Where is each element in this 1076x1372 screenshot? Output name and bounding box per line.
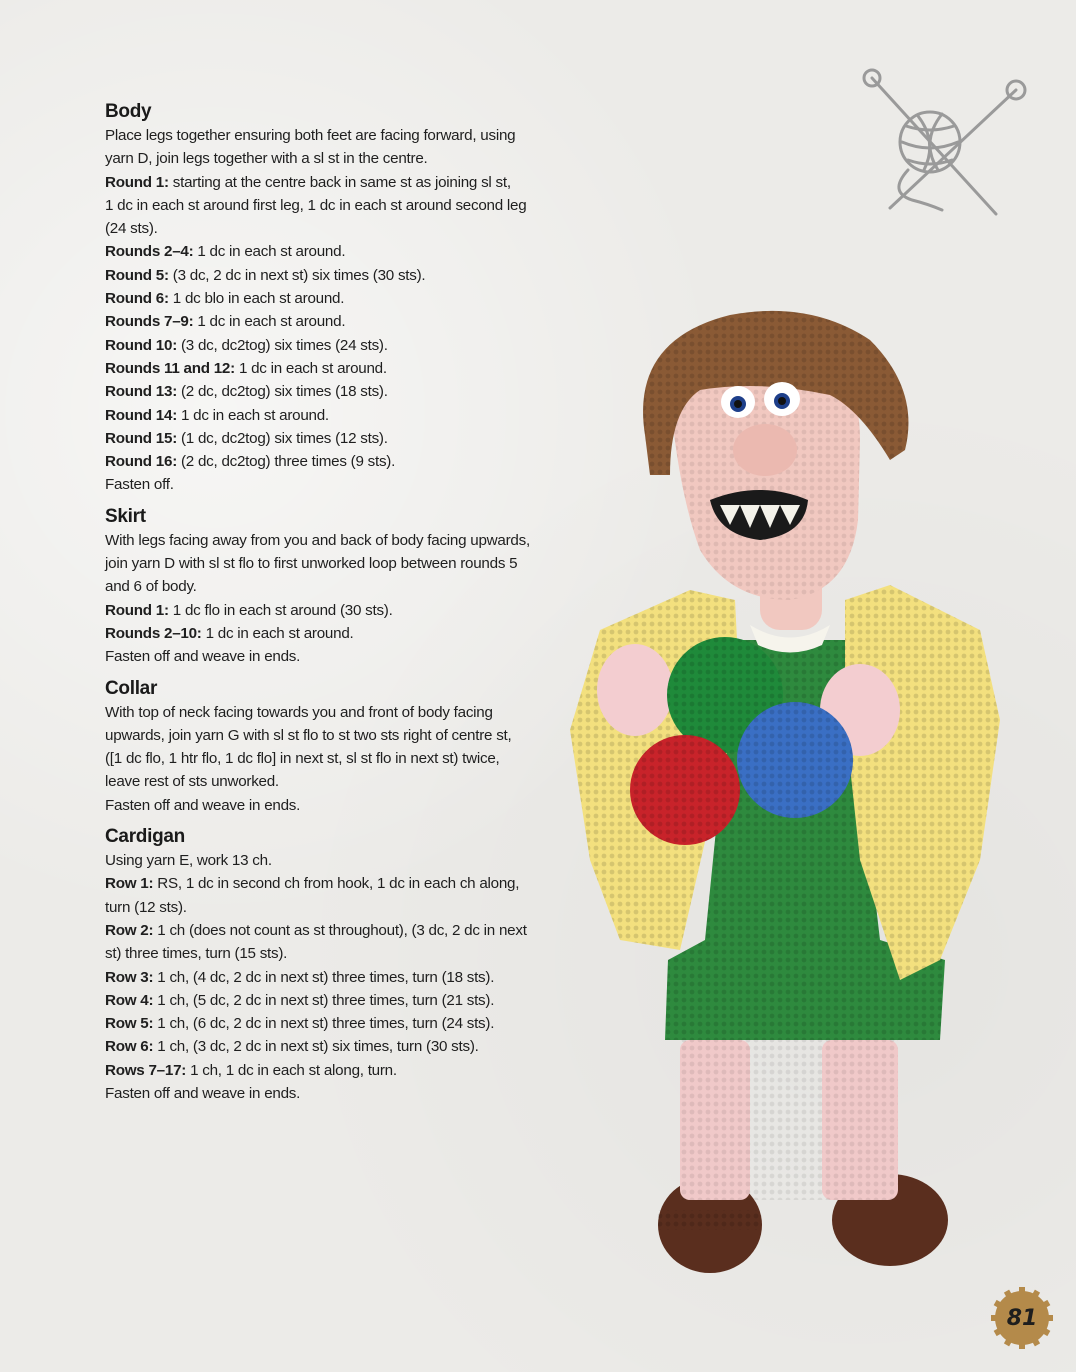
instruction-line: Row 3: 1 ch, (4 dc, 2 dc in next st) three times, turn (18 sts).: [105, 968, 495, 986]
nose: [733, 424, 797, 476]
step-label: Row 1:: [105, 875, 154, 893]
step-label: Round 6:: [105, 290, 169, 308]
instruction-line: Row 6: 1 ch, (3 dc, 2 dc in next st) six times, turn (30 sts).: [105, 1038, 479, 1056]
instruction-line: With legs facing away from you and back of body facing upwards,: [105, 531, 530, 549]
step-label: Round 10:: [105, 336, 177, 354]
section-title: Body: [105, 101, 152, 122]
section-skirt: [105, 505, 545, 669]
instruction-line: Row 5: 1 ch, (6 dc, 2 dc in next st) three times, turn (24 sts).: [105, 1015, 495, 1033]
step-label: Round 5:: [105, 266, 169, 284]
section-cardigan: [105, 825, 545, 1105]
instruction-line: Row 2: 1 ch (does not count as st throughout), (3 dc, 2 dc in next: [105, 921, 527, 939]
left-hand: [597, 644, 673, 736]
instruction-line: leave rest of sts unworked.: [105, 773, 279, 791]
instruction-line: (24 sts).: [105, 220, 158, 238]
instruction-line: Round 10: (3 dc, dc2tog) six times (24 sts).: [105, 336, 388, 354]
instruction-line: Round 5: (3 dc, 2 dc in next st) six times (30 sts).: [105, 266, 426, 284]
step-label: Round 1:: [105, 173, 169, 191]
instruction-line: Fasten off and weave in ends.: [105, 796, 301, 814]
step-label: Rounds 2–10:: [105, 624, 202, 642]
step-label: Row 3:: [105, 968, 154, 986]
page-number: 81: [1006, 1305, 1038, 1331]
section-body: [105, 100, 545, 497]
pattern-text-column: [105, 100, 545, 1113]
step-label: Round 13:: [105, 383, 177, 401]
step-label: Round 15:: [105, 429, 177, 447]
instruction-line: Round 16: (2 dc, dc2tog) three times (9 sts).: [105, 453, 396, 471]
step-label: Row 6:: [105, 1038, 154, 1056]
step-label: Round 16:: [105, 453, 177, 471]
instruction-line: Rounds 2–4: 1 dc in each st around.: [105, 243, 346, 261]
step-label: Row 2:: [105, 921, 154, 939]
step-label: Rounds 11 and 12:: [105, 359, 235, 377]
instruction-line: Round 6: 1 dc blo in each st around.: [105, 290, 345, 308]
instruction-line: Row 4: 1 ch, (5 dc, 2 dc in next st) three times, turn (21 sts).: [105, 991, 495, 1009]
instruction-line: Rounds 2–10: 1 dc in each st around.: [105, 624, 354, 642]
section-title: Collar: [105, 677, 158, 699]
instruction-line: Using yarn E, work 13 ch.: [105, 852, 272, 870]
instruction-line: Round 1: starting at the centre back in same st as joining sl st,: [105, 173, 511, 191]
instruction-line: 1 dc in each st around first leg, 1 dc in each st around second leg: [105, 196, 527, 214]
instruction-line: Fasten off.: [105, 476, 174, 494]
instruction-line: join yarn D with sl st flo to first unworked loop between rounds 5: [105, 555, 518, 573]
instruction-line: Rounds 11 and 12: 1 dc in each st around.: [105, 359, 387, 377]
instruction-line: yarn D, join legs together with a sl st in the centre.: [105, 150, 428, 168]
step-label: Rows 7–17:: [105, 1061, 187, 1079]
instruction-line: Round 15: (1 dc, dc2tog) six times (12 sts).: [105, 429, 388, 447]
step-label: Rounds 7–9:: [105, 313, 194, 331]
step-label: Round 1:: [105, 601, 169, 619]
instruction-line: Row 1: RS, 1 dc in second ch from hook, 1 dc in each ch along,: [105, 875, 520, 893]
knitting-needles-yarn-icon: [858, 62, 1028, 222]
step-label: Row 5:: [105, 1015, 154, 1033]
section-collar: [105, 677, 545, 817]
instruction-line: and 6 of body.: [105, 578, 197, 596]
section-title: Cardigan: [105, 826, 185, 848]
instruction-line: ([1 dc flo, 1 htr flo, 1 dc flo] in next st, sl st flo in next st) twice,: [105, 750, 500, 768]
instruction-line: st) three times, turn (15 sts).: [105, 945, 288, 963]
instruction-line: Rows 7–17: 1 ch, 1 dc in each st along, turn.: [105, 1061, 397, 1079]
instruction-line: Fasten off and weave in ends.: [105, 1084, 301, 1102]
section-title: Skirt: [105, 505, 146, 527]
instruction-line: Round 1: 1 dc flo in each st around (30 sts).: [105, 601, 393, 619]
step-label: Rounds 2–4:: [105, 243, 194, 261]
instruction-line: Fasten off and weave in ends.: [105, 648, 301, 666]
instruction-line: Round 13: (2 dc, dc2tog) six times (18 sts).: [105, 383, 388, 401]
instruction-line: upwards, join yarn G with sl st flo to st two sts right of centre st,: [105, 726, 512, 744]
instruction-line: turn (12 sts).: [105, 898, 187, 916]
crochet-doll-image: [560, 300, 1020, 1290]
step-label: Round 14:: [105, 406, 177, 424]
instruction-line: Place legs together ensuring both feet are facing forward, using: [105, 127, 516, 144]
instruction-line: Rounds 7–9: 1 dc in each st around.: [105, 313, 346, 331]
step-label: Row 4:: [105, 991, 154, 1009]
instruction-line: With top of neck facing towards you and front of body facing: [105, 703, 493, 721]
instruction-line: Round 14: 1 dc in each st around.: [105, 406, 329, 424]
